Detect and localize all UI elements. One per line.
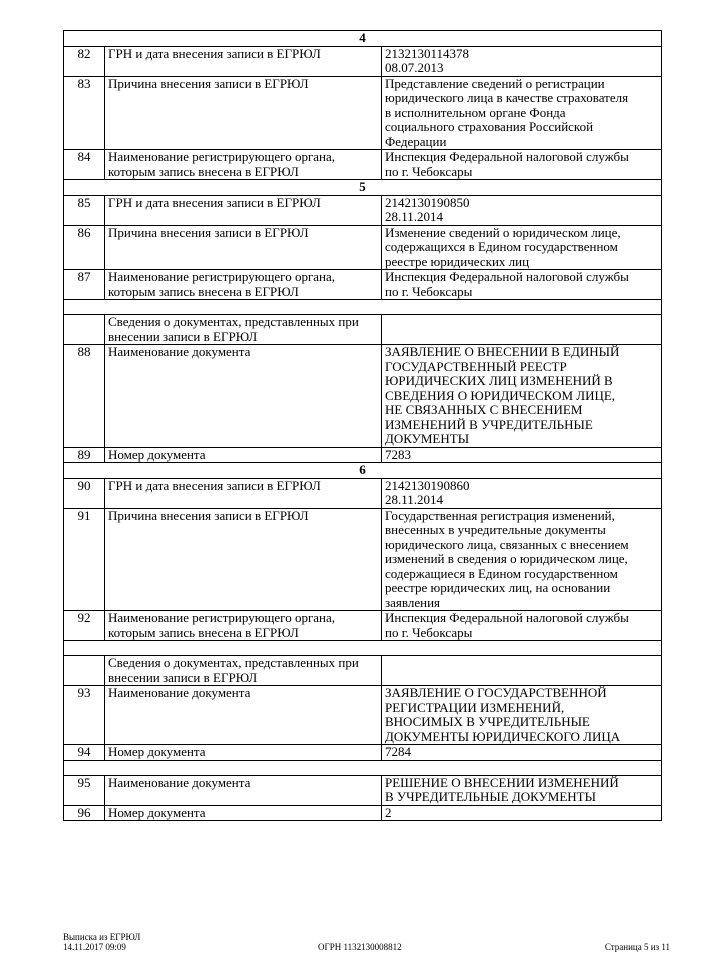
table-row: [64, 805, 662, 821]
field-value: [382, 345, 662, 448]
field-value-line: СВЕДЕНИЯ О ЮРИДИЧЕСКОМ ЛИЦЕ,: [385, 387, 616, 403]
field-name: Наименование документа: [105, 345, 382, 448]
field-value-line: по г. Чебоксары: [385, 283, 473, 299]
field-value-line: Инспекция Федеральной налоговой службы: [385, 610, 629, 625]
table-row: [64, 150, 662, 180]
spacer-row: [64, 760, 662, 775]
field-value: [382, 611, 662, 641]
field-value: [382, 686, 662, 745]
field-name: ГРН и дата внесения записи в ЕГРЮЛ: [105, 195, 382, 225]
field-value-line: 28.11.2014: [385, 492, 444, 507]
footer-timestamp: 14.11.2017 09:09: [63, 942, 126, 952]
table-row: [64, 775, 662, 805]
field-name: Наименование регистрирующего органа, которым запись внесена в ЕГРЮЛ: [105, 270, 382, 300]
field-value-line: 2142130190850: [385, 194, 470, 210]
field-name: Причина внесения записи в ЕГРЮЛ: [105, 508, 382, 611]
field-name: ГРН и дата внесения записи в ЕГРЮЛ: [105, 46, 382, 76]
field-name: Наименование регистрирующего органа, которым запись внесена в ЕГРЮЛ: [105, 611, 382, 641]
field-name: Наименование регистрирующего органа, которым запись внесена в ЕГРЮЛ: [105, 150, 382, 180]
section-header-row: [64, 31, 662, 47]
field-value: [382, 447, 662, 463]
field-name: Сведения о документах, представленных при внесении записи в ЕГРЮЛ: [105, 315, 382, 345]
field-value-line: Инспекция Федеральной налоговой службы: [385, 149, 629, 164]
field-value-line: РЕГИСТРАЦИИ ИЗМЕНЕНИЙ,: [385, 699, 565, 715]
field-value-line: содержащихся в Едином государственном: [385, 239, 618, 254]
field-value-line: 7283: [385, 446, 411, 462]
row-number: 84: [64, 150, 105, 180]
row-number: 82: [64, 46, 105, 76]
spacer-cell: [64, 300, 662, 315]
row-number: 93: [64, 686, 105, 745]
field-value-line: Федерации: [385, 133, 447, 149]
field-value-line: 2: [385, 804, 392, 820]
field-value-line: 2132130114378: [385, 45, 470, 61]
field-value-line: В УЧРЕДИТЕЛЬНЫЕ ДОКУМЕНТЫ: [385, 789, 596, 804]
section-number: 6: [64, 463, 662, 479]
field-value-line: РЕШЕНИЕ О ВНЕСЕНИИ ИЗМЕНЕНИЙ: [385, 774, 619, 790]
field-value-line: внесенных в учредительные документы: [385, 522, 606, 537]
row-number: 86: [64, 225, 105, 270]
row-number: 90: [64, 478, 105, 508]
row-number: [64, 315, 105, 345]
table-row: [64, 745, 662, 761]
table-row: [64, 656, 662, 686]
field-value-line: ВНОСИМЫХ В УЧРЕДИТЕЛЬНЫЕ: [385, 714, 590, 729]
field-value-line: содержащиеся в Едином государственном: [385, 565, 618, 581]
spacer-row: [64, 300, 662, 315]
table-row: [64, 315, 662, 345]
field-value-line: реестре юридических лиц, на основании: [385, 580, 611, 595]
footer-page-number: Страница 5 из 11: [604, 942, 670, 952]
field-value-line: ЮРИДИЧЕСКИХ ЛИЦ ИЗМЕНЕНИЙ В: [385, 373, 613, 388]
table-row: [64, 611, 662, 641]
field-value: [382, 270, 662, 300]
field-name: ГРН и дата внесения записи в ЕГРЮЛ: [105, 478, 382, 508]
row-number: 88: [64, 345, 105, 448]
field-name: Номер документа: [105, 447, 382, 463]
field-name: Причина внесения записи в ЕГРЮЛ: [105, 76, 382, 150]
field-value-line: по г. Чебоксары: [385, 163, 473, 179]
table-row: [64, 225, 662, 270]
field-value-line: 2142130190860: [385, 477, 470, 493]
field-value-line: 08.07.2013: [385, 60, 444, 75]
field-value-line: НЕ СВЯЗАННЫХ С ВНЕСЕНИЕМ: [385, 402, 583, 417]
spacer-row: [64, 641, 662, 656]
row-number: 94: [64, 745, 105, 761]
table-row: [64, 686, 662, 745]
row-number: 95: [64, 775, 105, 805]
field-value-line: реестре юридических лиц: [385, 253, 530, 269]
section-number: 4: [64, 31, 662, 47]
spacer-cell: [64, 760, 662, 775]
field-value-line: Инспекция Федеральной налоговой службы: [385, 269, 629, 284]
field-value: [382, 745, 662, 761]
table-row: [64, 447, 662, 463]
field-value: [382, 478, 662, 508]
field-value: [382, 805, 662, 821]
row-number: [64, 656, 105, 686]
row-number: 96: [64, 805, 105, 821]
field-value: [382, 195, 662, 225]
field-value: [382, 508, 662, 611]
field-value-line: по г. Чебоксары: [385, 624, 473, 640]
field-name: Номер документа: [105, 805, 382, 821]
field-value-line: ГОСУДАРСТВЕННЫЙ РЕЕСТР: [385, 358, 567, 374]
field-name: Сведения о документах, представленных при внесении записи в ЕГРЮЛ: [105, 656, 382, 686]
table-row: [64, 478, 662, 508]
field-value-line: Государственная регистрация изменений,: [385, 507, 615, 523]
field-value-line: Изменение сведений о юридическом лице,: [385, 224, 621, 240]
field-name: Наименование документа: [105, 775, 382, 805]
field-value-line: в исполнительном органе Фонда: [385, 104, 566, 120]
field-name: Причина внесения записи в ЕГРЮЛ: [105, 225, 382, 270]
field-value: [382, 775, 662, 805]
table-row: [64, 195, 662, 225]
field-value-line: ДОКУМЕНТЫ ЮРИДИЧЕСКОГО ЛИЦА: [385, 728, 621, 744]
field-name: Наименование документа: [105, 686, 382, 745]
field-value-line: заявления: [385, 594, 441, 610]
field-value: [382, 656, 662, 686]
field-value-line: 7284: [385, 744, 411, 759]
field-value-line: юридического лица, связанных с внесением: [385, 536, 629, 552]
footer-document-info: [63, 932, 140, 952]
row-number: 89: [64, 447, 105, 463]
field-value-line: ЗАЯВЛЕНИЕ О ВНЕСЕНИИ В ЕДИНЫЙ: [385, 344, 620, 359]
field-value-line: 28.11.2014: [385, 209, 444, 224]
footer-ogrn: ОГРН 1132130008812: [318, 942, 402, 952]
table-row: [64, 345, 662, 448]
row-number: 91: [64, 508, 105, 611]
row-number: 87: [64, 270, 105, 300]
row-number: 92: [64, 611, 105, 641]
egrul-extract-table: [63, 30, 662, 821]
table-row: [64, 508, 662, 611]
field-value-line: ЗАЯВЛЕНИЕ О ГОСУДАРСТВЕННОЙ: [385, 685, 607, 700]
row-number: 85: [64, 195, 105, 225]
section-number: 5: [64, 180, 662, 196]
field-value: [382, 76, 662, 150]
field-value: [382, 46, 662, 76]
field-value: [382, 225, 662, 270]
egrul-table-body: [64, 31, 662, 821]
table-row: [64, 76, 662, 150]
section-header-row: [64, 463, 662, 479]
field-value-line: юридического лица в качестве страхователя: [385, 90, 629, 105]
field-value: [382, 150, 662, 180]
table-row: [64, 46, 662, 76]
spacer-cell: [64, 641, 662, 656]
field-value-line: изменений в сведения о юридическом лице,: [385, 551, 628, 566]
row-number: 83: [64, 76, 105, 150]
field-value-line: ДОКУМЕНТЫ: [385, 431, 470, 446]
table-row: [64, 270, 662, 300]
footer-doc-title: Выписка из ЕГРЮЛ: [63, 932, 141, 942]
section-header-row: [64, 180, 662, 196]
field-value-line: Представление сведений о регистрации: [385, 75, 605, 91]
field-value: [382, 315, 662, 345]
field-name: Номер документа: [105, 745, 382, 761]
field-value-line: ИЗМЕНЕНИЙ В УЧРЕДИТЕЛЬНЫЕ: [385, 416, 593, 432]
field-value-line: социального страхования Российской: [385, 119, 594, 134]
